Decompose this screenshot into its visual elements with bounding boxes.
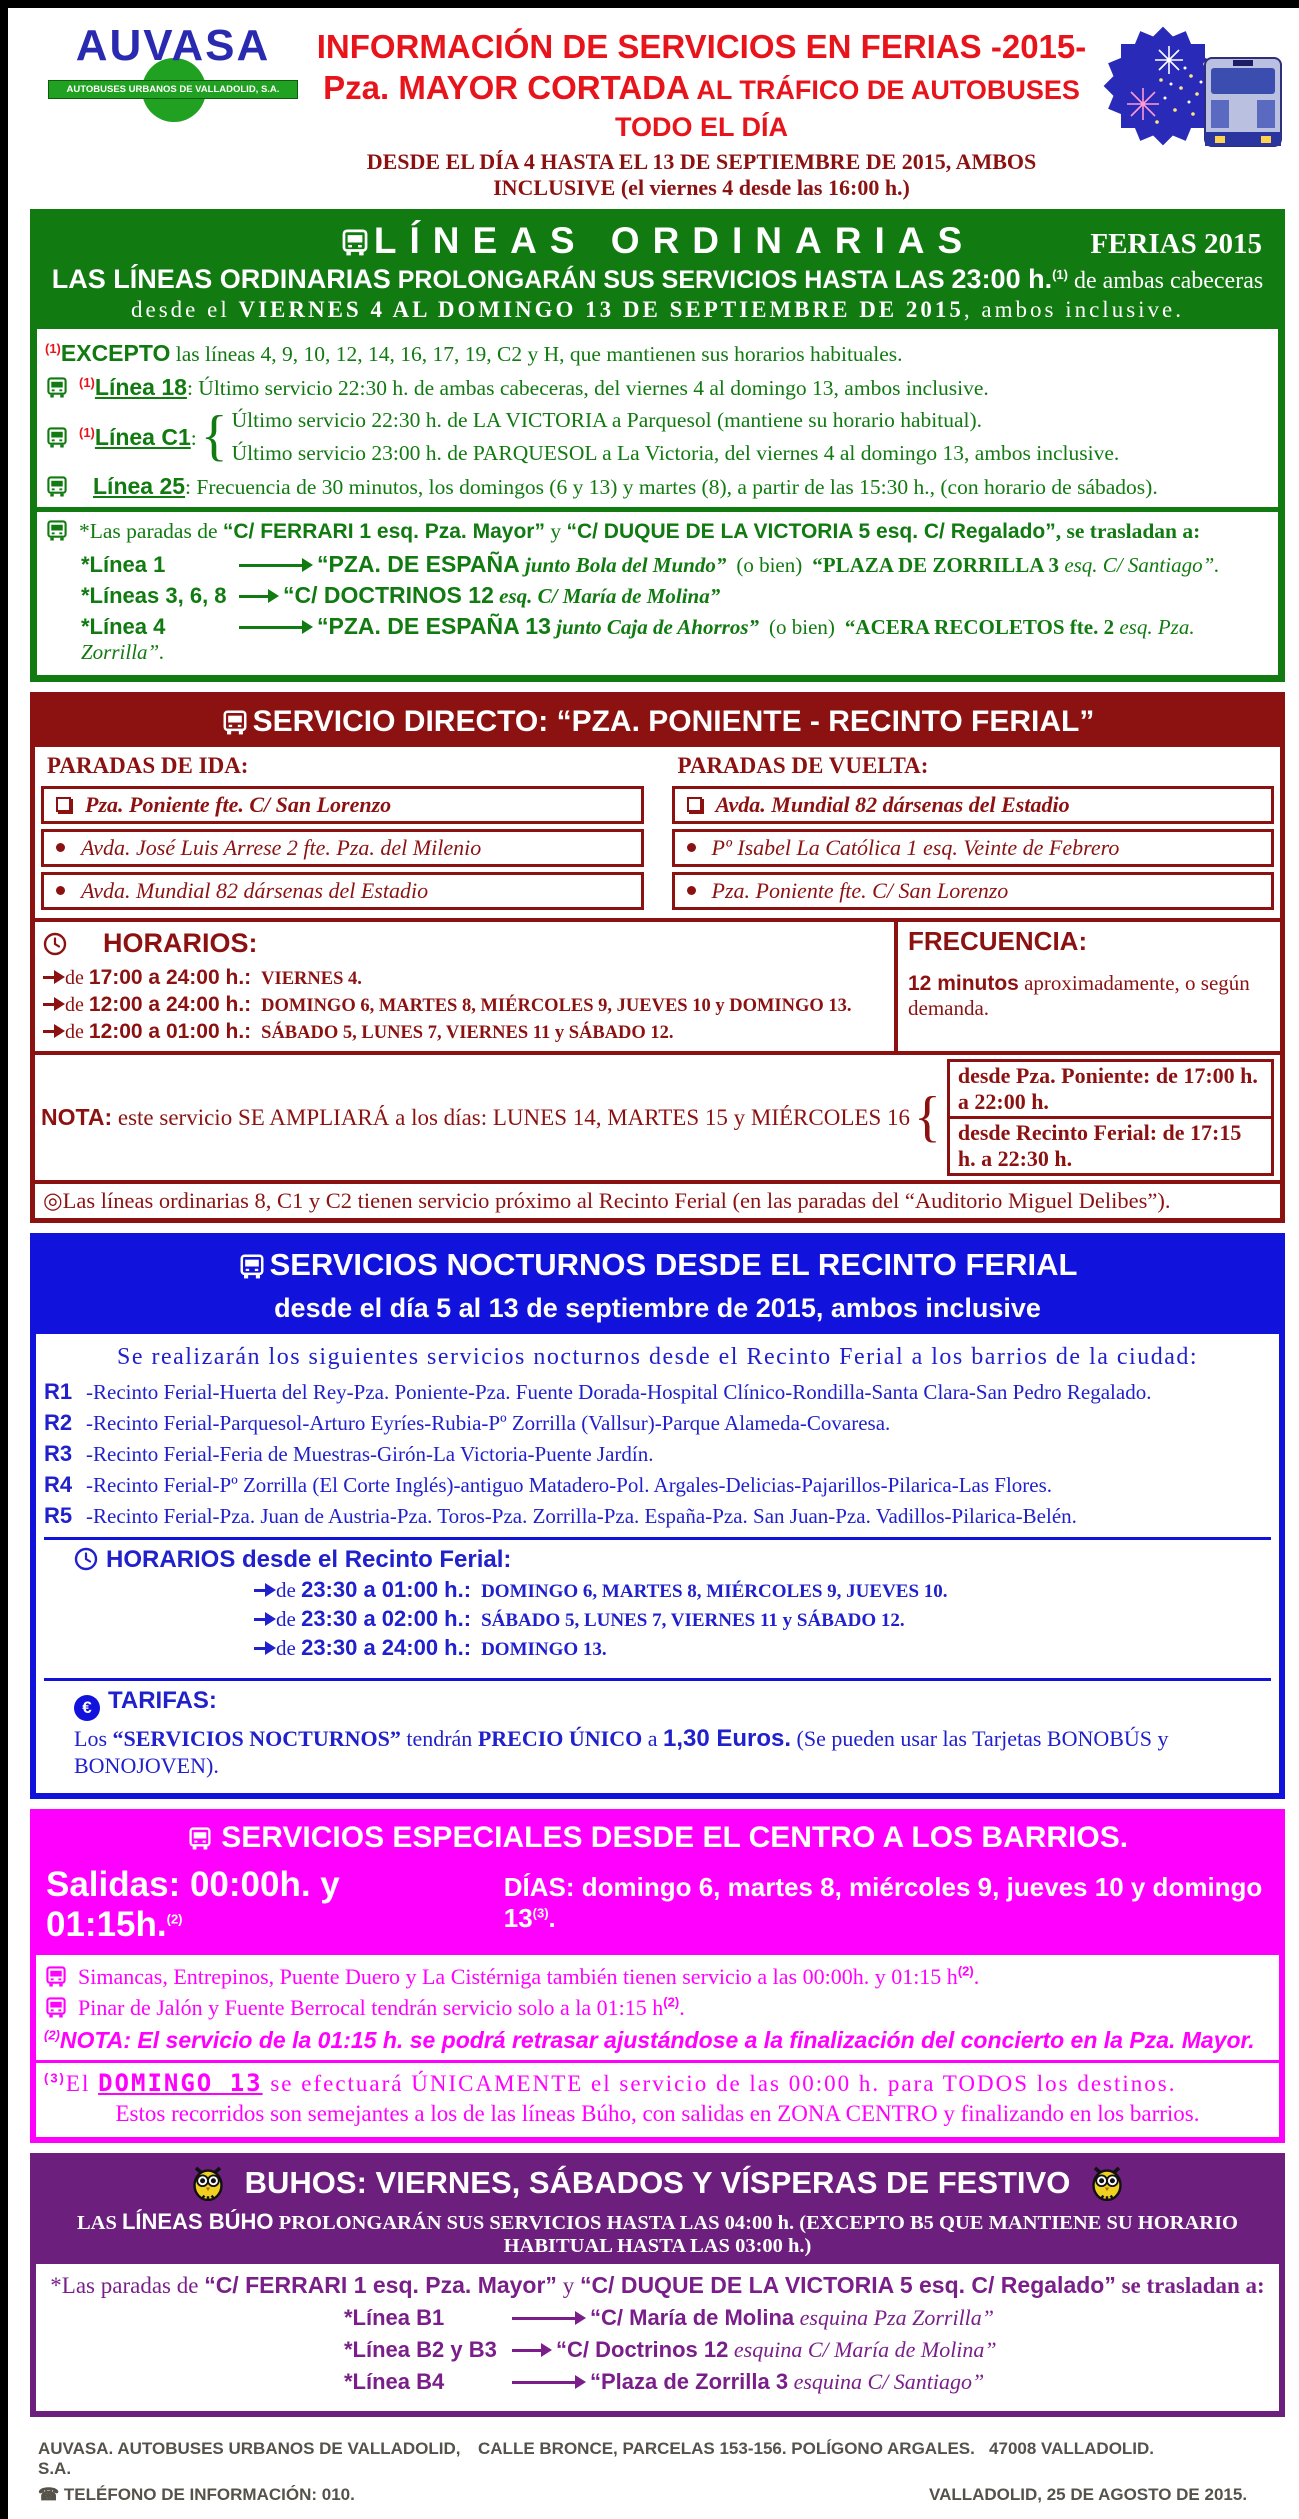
salidas bbox=[46, 1865, 458, 1945]
horario-hours: 23:30 a 24:00 h.: bbox=[301, 1635, 472, 1661]
buho-traslado-row bbox=[344, 2305, 1271, 2331]
paradas-grid bbox=[35, 747, 1280, 918]
nota-schedule-box bbox=[947, 1059, 1274, 1176]
buho-line-label: *Línea B1 bbox=[344, 2305, 445, 2331]
stop-row bbox=[41, 786, 644, 824]
ordinarias-promo-dates bbox=[47, 297, 1268, 323]
bus-icon bbox=[44, 1966, 68, 1987]
route-stops: -Recinto Ferial-Feria de Muestras-Girón-La Victoria-Puente Jardín. bbox=[86, 1442, 654, 1467]
linea-c1-colon: : bbox=[190, 425, 197, 450]
green-divider bbox=[37, 507, 1278, 512]
tarifas-precio-unico: PRECIO ÚNICO bbox=[477, 1726, 643, 1752]
traslado-row bbox=[81, 551, 1270, 578]
route-code: R5 bbox=[44, 1503, 73, 1529]
tarifas-pre: Los bbox=[74, 1726, 113, 1752]
tarifas-a: a bbox=[642, 1726, 663, 1752]
tarifas-mid: tendrán bbox=[400, 1726, 478, 1752]
phone-icon: ☎ bbox=[38, 2485, 60, 2505]
o-bien-label: (o bien) bbox=[769, 615, 835, 640]
nocturnos-banner bbox=[36, 1239, 1279, 1334]
schedule-from: desde Recinto Ferial: bbox=[957, 1120, 1158, 1146]
square-bullet-icon bbox=[56, 797, 71, 812]
buhos-intro-mid: y bbox=[556, 2273, 580, 2299]
bus-icon bbox=[45, 520, 69, 541]
buhos-sub-pre: LAS bbox=[76, 2212, 122, 2235]
traslados-intro-pre: *Las paradas de bbox=[79, 519, 223, 544]
footnote-marker: (1) bbox=[79, 375, 95, 391]
footer-postal: 47008 VALLADOLID. bbox=[989, 2439, 1155, 2459]
nota3-line2: Estos recorridos son semejantes a los de las líneas Búho, con salidas en ZONA CENTRO y finalizando en los barrios. bbox=[115, 2101, 1200, 2127]
traslado-dest: “PZA. DE ESPAÑA 13 bbox=[317, 613, 551, 640]
nota-schedule-row bbox=[950, 1062, 1271, 1116]
stop-name: Pza. Poniente fte. C/ San Lorenzo bbox=[711, 878, 1009, 904]
buho-dest: “C/ Doctrinos 12 bbox=[556, 2337, 729, 2363]
horario-pre: de bbox=[65, 1021, 89, 1044]
round-bullet-icon bbox=[687, 843, 696, 852]
owl-icon bbox=[1088, 2165, 1126, 2201]
bus-icon bbox=[340, 229, 370, 256]
especiales-note bbox=[44, 1995, 1271, 2021]
bus-icon bbox=[238, 1254, 266, 1279]
traslado-dest: “C/ DOCTRINOS 12 bbox=[283, 582, 494, 609]
stop-name: Avda. José Luis Arrese 2 fte. Pza. del Milenio bbox=[81, 835, 482, 861]
buhos-intro-pre: *Las paradas de bbox=[50, 2273, 205, 2299]
stop-ferrari: “C/ FERRARI 1 esq. Pza. Mayor” bbox=[222, 520, 545, 544]
ferias-badge: FERIAS 2015 bbox=[1090, 228, 1262, 261]
frecuencia-title: FRECUENCIA: bbox=[908, 926, 1088, 957]
nocturnos-horarios bbox=[44, 1537, 1271, 1670]
stop-duque: “C/ DUQUE DE LA VICTORIA 5 esq. C/ Regalado” bbox=[579, 2272, 1116, 2299]
round-bullet-icon bbox=[687, 886, 696, 895]
nota2-text: El servicio de la 01:15 h. se podrá retrasar ajustándose a la finalización del concierto en la Pza. Mayor. bbox=[131, 2027, 1255, 2054]
auvasa-logo bbox=[48, 21, 298, 130]
right-arrow-icon bbox=[239, 595, 269, 598]
stop-name: Pº Isabel La Católica 1 esq. Veinte de Febrero bbox=[711, 835, 1120, 861]
promo-time: 23:00 h. bbox=[951, 264, 1053, 295]
nocturnos-horarios-title: HORARIOS desde el Recinto Ferial: bbox=[106, 1546, 512, 1574]
stop-row bbox=[672, 829, 1275, 867]
footnote-text: Las líneas ordinarias 8, C1 y C2 tienen servicio próximo al Recinto Ferial (en las paradas del “Auditorio Miguel Delibes”). bbox=[62, 1188, 1171, 1214]
traslado-alt-detail: esq. C/ Santiago”. bbox=[1059, 553, 1220, 578]
schedule-time: de 17:15 h. a 22:30 h. bbox=[957, 1120, 1242, 1172]
excepto-label: EXCEPTO bbox=[60, 340, 171, 367]
directo-banner bbox=[35, 697, 1280, 747]
nocturnos-title: SERVICIOS NOCTURNOS DESDE EL RECINTO FERIAL bbox=[269, 1247, 1078, 1283]
traslado-alt-detail: esq. Pza. Zorrilla”. bbox=[81, 615, 1195, 665]
footnote-marker: (2) bbox=[166, 1911, 183, 1927]
nota-body: este servicio SE AMPLIARÁ a los días: LUNES 14, MARTES 15 y MIÉRCOLES 16 bbox=[112, 1105, 910, 1131]
horarios-block bbox=[35, 922, 894, 1051]
linea-c1-text-2: Último servicio 23:00 h. de PARQUESOL a La Victoria, del viernes 4 al domingo 13, ambos inclusive. bbox=[231, 441, 1120, 466]
buhos-sub-text: PROLONGARÁN SUS SERVICIOS HASTA LAS 04:00 h. (EXCEPTO B5 QUE MANTIENE SU HORARIO HABITUAL HASTA LAS 03:00 h.) bbox=[273, 2212, 1239, 2258]
footer bbox=[8, 2427, 1299, 2519]
route-code: R2 bbox=[44, 1410, 73, 1436]
right-arrow-icon bbox=[512, 2349, 542, 2352]
horario-pre: de bbox=[276, 1607, 302, 1632]
buho-line-label: *Línea B2 y B3 bbox=[344, 2337, 497, 2363]
linea-c1-text-1: Último servicio 22:30 h. de LA VICTORIA a Parquesol (mantiene su horario habitual). bbox=[231, 408, 983, 433]
salidas-times: 00:00h. y 01:15h. bbox=[46, 1865, 340, 1945]
horario-row bbox=[254, 1606, 1271, 1632]
footnote-marker: (2) bbox=[957, 1963, 974, 1979]
frecuencia-value: 12 minutos bbox=[908, 972, 1019, 996]
page-subtitle bbox=[308, 67, 1095, 145]
traslado-dest-detail: esq. C/ María de Molina” bbox=[493, 584, 721, 609]
route-code: R4 bbox=[44, 1472, 73, 1498]
promo2-pre: desde el bbox=[131, 297, 239, 323]
subtitle-strong: Pza. MAYOR CORTADA bbox=[323, 69, 690, 107]
dias-label: DÍAS: bbox=[503, 1872, 575, 1903]
small-arrow-icon bbox=[254, 1589, 266, 1592]
section-servicios-nocturnos bbox=[30, 1233, 1285, 1799]
date-range: DESDE EL DÍA 4 HASTA EL 13 DE SEPTIEMBRE DE 2015, AMBOS INCLUSIVE (el viernes 4 desde las 16:00 h.) bbox=[366, 149, 1037, 201]
excepto-text: las líneas 4, 9, 10, 12, 14, 16, 17, 19, C2 y H, que mantienen sus horarios habituales. bbox=[170, 342, 903, 367]
horario-days: SÁBADO 5, LUNES 7, VIERNES 11 y SÁBADO 12. bbox=[481, 1610, 905, 1632]
traslado-row bbox=[81, 613, 1270, 665]
horario-hours: 17:00 a 24:00 h.: bbox=[88, 966, 252, 990]
tarifas-price: 1,30 Euros. bbox=[662, 1725, 792, 1753]
nota-schedule-row bbox=[950, 1116, 1271, 1173]
buho-dest-detail: esquina C/ María de Molina” bbox=[728, 2337, 997, 2363]
horario-pre: de bbox=[276, 1578, 302, 1603]
buhos-intro-tail: se trasladan a: bbox=[1115, 2273, 1265, 2299]
fireworks-bus-image bbox=[1101, 24, 1291, 152]
frecuencia-block bbox=[894, 922, 1280, 1051]
target-icon: ◎ bbox=[43, 1188, 63, 1214]
right-arrow-icon bbox=[239, 564, 303, 567]
buho-dest: “Plaza de Zorrilla 3 bbox=[590, 2369, 789, 2395]
nocturnos-tarifas bbox=[44, 1678, 1271, 1787]
nota2-label: NOTA: bbox=[59, 2027, 132, 2054]
especiales-banner bbox=[36, 1815, 1279, 1955]
paradas-ida-header: PARADAS DE IDA: bbox=[47, 753, 249, 779]
bus-icon bbox=[187, 1827, 213, 1850]
linea-25-line bbox=[45, 473, 1270, 500]
dias bbox=[504, 1872, 1269, 1934]
buho-traslado-row bbox=[344, 2337, 1271, 2363]
small-arrow-icon bbox=[254, 1618, 266, 1621]
route-row bbox=[44, 1410, 1271, 1436]
logo-tagline: AUTOBUSES URBANOS DE VALLADOLID, S.A. bbox=[48, 80, 298, 99]
traslado-line-label: *Líneas 3, 6, 8 bbox=[81, 583, 227, 609]
linea-c1-line bbox=[45, 405, 1270, 468]
traslado-dest-detail: junto Caja de Ahorros” bbox=[550, 615, 760, 640]
nota3-pre: El bbox=[65, 2071, 99, 2097]
buhos-intro bbox=[44, 2272, 1271, 2299]
promo-mid: PROLONGARÁN SUS SERVICIOS HASTA LAS bbox=[390, 266, 952, 295]
horario-pre: de bbox=[276, 1636, 302, 1661]
ordinarias-banner bbox=[37, 216, 1278, 329]
tarifas-text bbox=[74, 1725, 1271, 1779]
nocturnos-intro: Se realizarán los siguientes servicios nocturnos desde el Recinto Ferial a los barrios de la ciudad: bbox=[116, 1344, 1199, 1371]
linea-c1-label: Línea C1 bbox=[94, 423, 191, 450]
footer-address: CALLE BRONCE, PARCELAS 153-156. POLÍGONO ARGALES. bbox=[478, 2439, 975, 2459]
stop-name: Avda. Mundial 82 dársenas del Estadio bbox=[715, 792, 1070, 818]
horario-days: DOMINGO 6, MARTES 8, MIÉRCOLES 9, JUEVES 10 y DOMINGO 13. bbox=[261, 996, 852, 1017]
nocturnos-subtitle: desde el día 5 al 13 de septiembre de 2015, ambos inclusive bbox=[274, 1293, 1041, 1324]
magenta-divider bbox=[36, 2060, 1279, 2063]
ordinarias-title: LÍNEAS ORDINARIAS bbox=[373, 220, 976, 262]
horario-row bbox=[43, 993, 886, 1017]
traslado-line-label: *Línea 4 bbox=[81, 614, 166, 640]
nota-concierto bbox=[44, 2027, 1271, 2054]
horario-days: DOMINGO 6, MARTES 8, MIÉRCOLES 9, JUEVES 10. bbox=[481, 1581, 948, 1603]
right-arrow-icon bbox=[239, 626, 303, 629]
nota-ampliacion bbox=[35, 1051, 1280, 1180]
salidas-label: Salidas: bbox=[46, 1865, 181, 1905]
frecuencia-detail: aproximadamente, o según demanda. bbox=[908, 971, 1250, 1021]
footnote-marker: (2) bbox=[663, 1994, 680, 2010]
horario-hours: 23:30 a 01:00 h.: bbox=[301, 1577, 472, 1603]
buhos-title: BUHOS: VIERNES, SÁBADOS Y VÍSPERAS DE FESTIVO bbox=[244, 2165, 1071, 2201]
section-buhos bbox=[30, 2153, 1285, 2417]
note-end: . bbox=[679, 1995, 685, 2021]
note-end: . bbox=[973, 1964, 980, 1990]
schedule-time: de 17:00 h. a 22:00 h. bbox=[957, 1063, 1258, 1115]
buho-dest-detail: esquina C/ Santiago” bbox=[788, 2369, 985, 2395]
linea-18-line bbox=[45, 374, 1270, 401]
promo-bold: LAS LÍNEAS ORDINARIAS bbox=[51, 264, 391, 295]
linea-25-label: Línea 25 bbox=[93, 473, 186, 500]
directo-footnote bbox=[35, 1180, 1280, 1218]
route-stops: -Recinto Ferial-Pº Zorrilla (El Corte Inglés)-antiguo Matadero-Pol. Argales-Delicias-Pajarillos-Pilarica-Las Flores. bbox=[86, 1473, 1053, 1498]
section-servicios-especiales bbox=[30, 1809, 1285, 2143]
nota-domingo13 bbox=[44, 2069, 1271, 2097]
route-code: R1 bbox=[44, 1379, 73, 1405]
traslados-intro bbox=[45, 519, 1270, 544]
especiales-body bbox=[36, 1955, 1279, 2137]
route-stops: -Recinto Ferial-Parquesol-Arturo Eyríes-Rubia-Pº Zorrilla (Vallsur)-Parque Alameda-Covaresa. bbox=[86, 1411, 891, 1436]
tarifas-cards-note: (Se pueden usar las Tarjetas BONOBÚS y BONOJOVEN). bbox=[74, 1726, 1169, 1779]
horarios-title: HORARIOS: bbox=[103, 928, 258, 959]
paradas-vuelta-header: PARADAS DE VUELTA: bbox=[677, 753, 929, 779]
traslado-alt: “ACERA RECOLETOS fte. 2 bbox=[844, 615, 1115, 640]
bus-image bbox=[1205, 58, 1281, 146]
route-stops: -Recinto Ferial-Huerta del Rey-Pza. Poniente-Pza. Fuente Dorada-Hospital Clínico-Rondilla-Santa Clara-San Pedro Regalado. bbox=[86, 1380, 1152, 1405]
promo-tail: de ambas cabeceras bbox=[1067, 268, 1264, 295]
linea-18-text: : Último servicio 22:30 h. de ambas cabeceras, del viernes 4 al domingo 13, ambos inclusive. bbox=[186, 376, 989, 401]
note-text: Simancas, Entrepinos, Puente Duero y La Cistérniga también tienen servicio a las 00:00h. y 01:15 h bbox=[78, 1964, 958, 1990]
route-stops: -Recinto Ferial-Pza. Juan de Austria-Pza. Toros-Pza. Zorrilla-Pza. España-Pza. San Juan-Pza. Vadillos-Pilarica-Belén. bbox=[86, 1504, 1077, 1529]
horario-row bbox=[43, 1020, 886, 1044]
bus-icon bbox=[44, 1997, 68, 2018]
traslado-alt: “PLAZA DE ZORRILLA 3 bbox=[812, 553, 1060, 578]
horario-pre: de bbox=[65, 967, 89, 990]
footnote-marker: (3) bbox=[44, 2070, 66, 2086]
horario-hours: 12:00 a 01:00 h.: bbox=[88, 1020, 252, 1044]
traslado-dest: “PZA. DE ESPAÑA bbox=[317, 551, 520, 578]
frecuencia-text bbox=[908, 971, 1270, 1021]
paradas-ida-column bbox=[41, 751, 644, 910]
horario-hours: 23:30 a 02:00 h.: bbox=[301, 1606, 472, 1632]
ordinarias-promo bbox=[47, 264, 1268, 295]
horario-pre: de bbox=[65, 994, 89, 1017]
nota3-day: DOMINGO 13 bbox=[98, 2069, 263, 2098]
traslado-row bbox=[81, 582, 1270, 609]
footnote-marker: (1) bbox=[79, 424, 95, 440]
stop-name: Pza. Poniente fte. C/ San Lorenzo bbox=[85, 792, 392, 818]
stop-row bbox=[672, 786, 1275, 824]
footer-company: AUVASA. AUTOBUSES URBANOS DE VALLADOLID, S.A. bbox=[38, 2439, 461, 2479]
owl-icon bbox=[189, 2165, 227, 2201]
stop-row bbox=[41, 872, 644, 910]
buho-line-label: *Línea B4 bbox=[344, 2369, 445, 2395]
round-bullet-icon bbox=[56, 886, 65, 895]
footer-phone-line bbox=[38, 2485, 478, 2505]
horario-row bbox=[43, 966, 886, 990]
right-arrow-icon bbox=[512, 2317, 576, 2320]
schedule-from: desde Pza. Poniente: bbox=[957, 1063, 1151, 1089]
stop-duque: “C/ DUQUE DE LA VICTORIA 5 esq. C/ Regalado” bbox=[566, 520, 1056, 544]
horario-row bbox=[254, 1577, 1271, 1603]
route-row bbox=[44, 1472, 1271, 1498]
small-arrow-icon bbox=[254, 1647, 266, 1650]
footnote-marker: (3) bbox=[532, 1905, 549, 1921]
section-lineas-ordinarias bbox=[30, 209, 1285, 682]
buhos-banner bbox=[36, 2159, 1279, 2264]
square-bullet-icon bbox=[687, 797, 702, 812]
promo2-tail: , ambos inclusive. bbox=[963, 297, 1184, 323]
especiales-note bbox=[44, 1964, 1271, 1990]
buho-traslado-row bbox=[344, 2369, 1271, 2395]
tarifas-title: TARIFAS: bbox=[108, 1687, 217, 1715]
o-bien-label: (o bien) bbox=[736, 553, 803, 578]
route-row bbox=[44, 1379, 1271, 1405]
small-arrow-icon bbox=[43, 1030, 55, 1033]
traslados-intro-tail: , se trasladan a: bbox=[1055, 519, 1201, 544]
stop-name: Avda. Mundial 82 dársenas del Estadio bbox=[81, 878, 429, 904]
header bbox=[8, 8, 1299, 205]
horario-row bbox=[254, 1635, 1271, 1661]
especiales-title: SERVICIOS ESPECIALES DESDE EL CENTRO A LOS BARRIOS. bbox=[221, 1821, 1129, 1855]
bus-icon bbox=[45, 377, 69, 398]
footnote-marker: (2) bbox=[44, 2027, 60, 2043]
promo2-caps: VIERNES 4 AL DOMINGO 13 DE SEPTIEMBRE DE 2015 bbox=[238, 297, 964, 323]
brace-glyph: { bbox=[200, 405, 228, 468]
traslado-line-label: *Línea 1 bbox=[81, 552, 166, 578]
footer-phone: TELÉFONO DE INFORMACIÓN: 010. bbox=[63, 2485, 355, 2505]
header-titles bbox=[298, 24, 1101, 201]
bus-icon bbox=[45, 476, 69, 497]
traslados-intro-mid: y bbox=[544, 519, 567, 544]
horario-days: DOMINGO 13. bbox=[481, 1639, 607, 1661]
section-servicio-directo bbox=[30, 692, 1285, 1223]
nocturnos-body bbox=[36, 1334, 1279, 1793]
note-text: Pinar de Jalón y Fuente Berrocal tendrán servicio solo a la 01:15 h bbox=[78, 1995, 664, 2021]
buhos-body bbox=[36, 2264, 1279, 2411]
traslado-dest-detail: junto Bola del Mundo” bbox=[519, 553, 727, 578]
nota3-text: se efectuará ÚNICAMENTE el servicio de las 00:00 h. para TODOS los destinos. bbox=[262, 2071, 1177, 2097]
buho-dest-detail: esquina Pza Zorrilla” bbox=[794, 2305, 995, 2331]
nota-label: NOTA: bbox=[41, 1104, 113, 1131]
route-row bbox=[44, 1503, 1271, 1529]
route-code: R3 bbox=[44, 1441, 73, 1467]
route-row bbox=[44, 1441, 1271, 1467]
horario-days: VIERNES 4. bbox=[261, 969, 362, 990]
brace-glyph: { bbox=[913, 1085, 941, 1148]
right-arrow-icon bbox=[512, 2381, 576, 2384]
bus-icon bbox=[221, 710, 249, 735]
stop-row bbox=[672, 872, 1275, 910]
excepto-line bbox=[45, 340, 1270, 367]
clock-icon bbox=[74, 1547, 98, 1571]
bus-icon bbox=[45, 427, 69, 448]
small-arrow-icon bbox=[43, 976, 55, 979]
directo-title: SERVICIO DIRECTO: “PZA. PONIENTE - RECINTO FERIAL” bbox=[252, 705, 1095, 739]
ordinarias-body bbox=[37, 329, 1278, 675]
stop-row bbox=[41, 829, 644, 867]
dias-text: domingo 6, martes 8, miércoles 9, jueves 10 y domingo 13 bbox=[503, 1872, 1263, 1934]
linea-25-text: : Frecuencia de 30 minutos, los domingos (6 y 13) y martes (8), a partir de las 15:30 h., (con horario de sábados). bbox=[185, 475, 1158, 500]
salidas-row bbox=[46, 1865, 1269, 1945]
footnote-marker: (1) bbox=[45, 341, 61, 357]
footer-date: VALLADOLID, 25 DE AGOSTO DE 2015. bbox=[929, 2485, 1248, 2505]
linea-18-label: Línea 18 bbox=[94, 374, 187, 401]
nota-text bbox=[41, 1104, 910, 1131]
round-bullet-icon bbox=[56, 843, 65, 852]
column-spacer bbox=[644, 751, 672, 910]
horarios-frecuencia bbox=[35, 918, 1280, 1051]
buhos-subtitle bbox=[44, 2209, 1271, 2258]
paradas-vuelta-column bbox=[672, 751, 1275, 910]
footer-address-line bbox=[478, 2439, 1259, 2479]
euro-icon: € bbox=[74, 1695, 100, 1721]
small-arrow-icon bbox=[43, 1003, 55, 1006]
subtitle-rest: AL TRÁFICO DE AUTOBUSES TODO EL DÍA bbox=[614, 75, 1080, 143]
buhos-sub-bold: LÍNEAS BÚHO bbox=[121, 2209, 274, 2235]
logo-name: AUVASA bbox=[75, 21, 271, 70]
tarifas-quoted: “SERVICIOS NOCTURNOS” bbox=[112, 1726, 401, 1752]
dias-end: . bbox=[548, 1903, 556, 1934]
stop-ferrari: “C/ FERRARI 1 esq. Pza. Mayor” bbox=[204, 2272, 557, 2299]
horario-days: SÁBADO 5, LUNES 7, VIERNES 11 y SÁBADO 12. bbox=[261, 1023, 674, 1044]
clock-icon bbox=[43, 932, 67, 956]
promo-footnote-marker: (1) bbox=[1052, 267, 1068, 283]
horario-hours: 12:00 a 24:00 h.: bbox=[88, 993, 252, 1017]
page-title: INFORMACIÓN DE SERVICIOS EN FERIAS -2015- bbox=[316, 28, 1087, 65]
buho-dest: “C/ María de Molina bbox=[590, 2305, 795, 2331]
